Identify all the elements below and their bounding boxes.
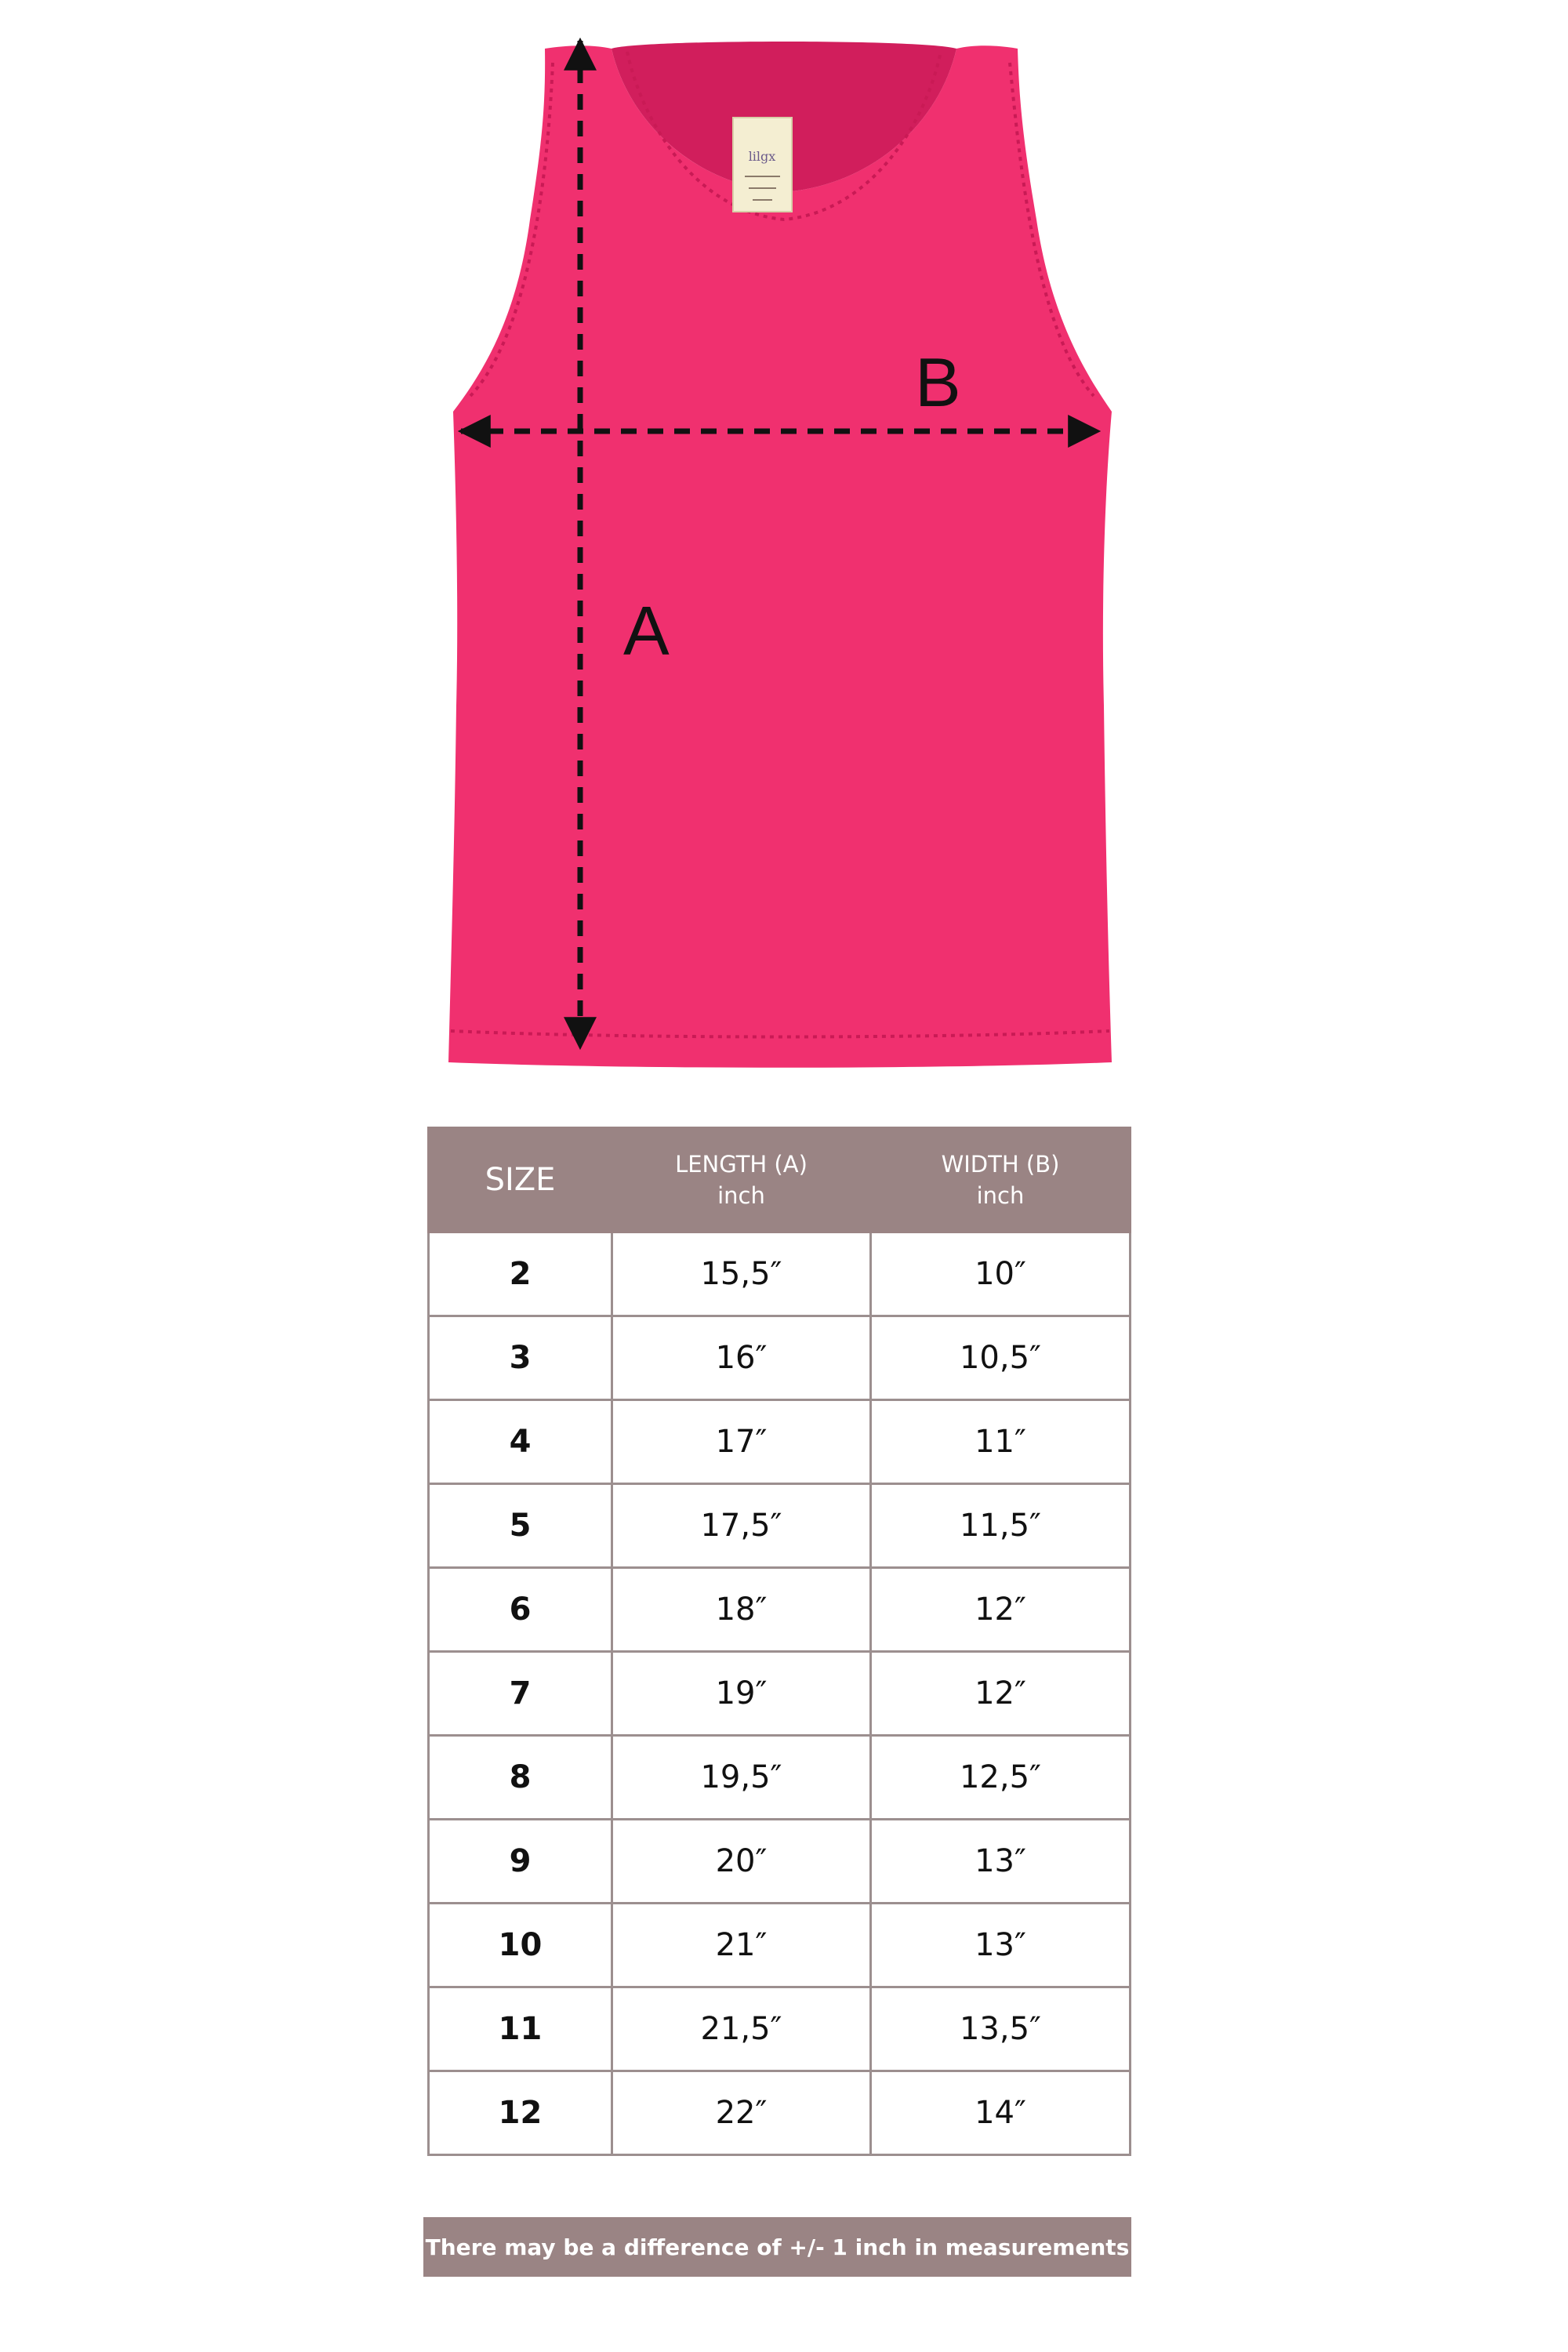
size-cell: 2 xyxy=(429,1232,612,1316)
size-cell: 3 xyxy=(429,1316,612,1400)
width-cell: 12″ xyxy=(871,1652,1131,1736)
size-cell: 4 xyxy=(429,1400,612,1484)
header-width xyxy=(871,1128,1131,1232)
size-cell: 12 xyxy=(429,2071,612,2155)
table-header-row xyxy=(429,1128,1131,1232)
width-cell: 10,5″ xyxy=(871,1316,1131,1400)
width-cell: 14″ xyxy=(871,2071,1131,2155)
width-cell: 13″ xyxy=(871,1904,1131,1987)
table-row xyxy=(429,1400,1131,1484)
length-cell: 18″ xyxy=(612,1568,871,1652)
header-size xyxy=(429,1128,612,1232)
length-cell: 21″ xyxy=(612,1904,871,1987)
length-cell: 19,5″ xyxy=(612,1736,871,1820)
length-cell: 21,5″ xyxy=(612,1987,871,2071)
size-cell: 7 xyxy=(429,1652,612,1736)
width-cell: 13″ xyxy=(871,1820,1131,1904)
table-row xyxy=(429,1316,1131,1400)
measurement-note: There may be a difference of +/- 1 inch in measurements xyxy=(423,2217,1131,2277)
size-cell: 9 xyxy=(429,1820,612,1904)
table-row xyxy=(429,1484,1131,1568)
length-cell: 15,5″ xyxy=(612,1232,871,1316)
tank-top-measurement-diagram xyxy=(0,0,1568,1098)
length-cell: 17″ xyxy=(612,1400,871,1484)
label-b: B xyxy=(915,343,961,421)
length-cell: 17,5″ xyxy=(612,1484,871,1568)
header-size-label: SIZE xyxy=(485,1162,556,1198)
table-row xyxy=(429,1568,1131,1652)
length-cell: 22″ xyxy=(612,2071,871,2155)
length-cell: 16″ xyxy=(612,1316,871,1400)
table-row xyxy=(429,2071,1131,2155)
table-row xyxy=(429,1820,1131,1904)
table-row xyxy=(429,1736,1131,1820)
length-cell: 20″ xyxy=(612,1820,871,1904)
label-a: A xyxy=(623,592,670,670)
size-cell: 8 xyxy=(429,1736,612,1820)
header-length xyxy=(612,1128,871,1232)
brand-tag xyxy=(733,118,792,212)
width-cell: 11,5″ xyxy=(871,1484,1131,1568)
size-cell: 11 xyxy=(429,1987,612,2071)
width-cell: 13,5″ xyxy=(871,1987,1131,2071)
header-width-unit: inch xyxy=(976,1182,1025,1209)
width-cell: 12,5″ xyxy=(871,1736,1131,1820)
width-cell: 11″ xyxy=(871,1400,1131,1484)
width-cell: 10″ xyxy=(871,1232,1131,1316)
table-row xyxy=(429,1232,1131,1316)
size-cell: 6 xyxy=(429,1568,612,1652)
header-length-label: LENGTH (A) xyxy=(675,1151,808,1178)
size-chart-table xyxy=(427,1127,1131,2156)
width-cell: 12″ xyxy=(871,1568,1131,1652)
svg-text:lilgx: lilgx xyxy=(748,149,776,164)
table-row xyxy=(429,1987,1131,2071)
table-row xyxy=(429,1652,1131,1736)
size-cell: 10 xyxy=(429,1904,612,1987)
header-length-unit: inch xyxy=(717,1182,765,1209)
table-row xyxy=(429,1904,1131,1987)
size-cell: 5 xyxy=(429,1484,612,1568)
header-width-label: WIDTH (B) xyxy=(941,1151,1060,1178)
length-cell: 19″ xyxy=(612,1652,871,1736)
